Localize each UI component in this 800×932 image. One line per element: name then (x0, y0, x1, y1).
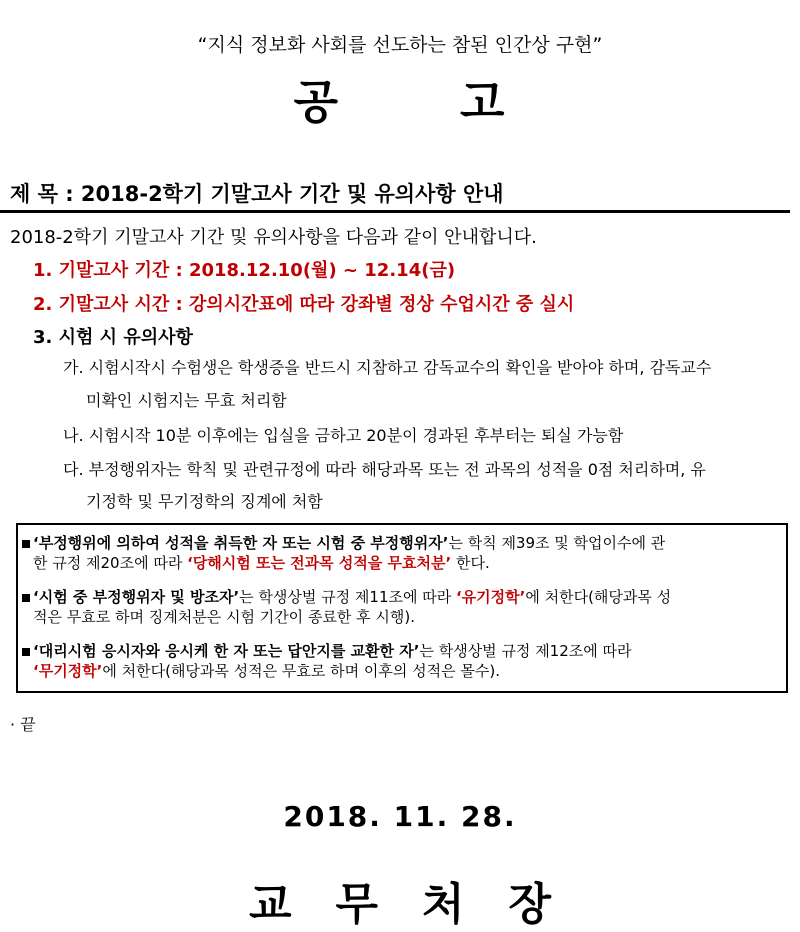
subitem-da-line1: 다. 부정행위자는 학칙 및 관련규정에 따라 해당과목 또는 전 과목의 성적을 0점 처리하며, 유 (63, 460, 706, 479)
office-char: 무 (335, 879, 378, 930)
subitem-ga-line2: 미확인 시험지는 무효 처리함 (86, 391, 287, 410)
heading-char-1: 공 (293, 75, 340, 129)
office-char: 처 (422, 879, 465, 930)
warning-box (16, 523, 788, 693)
heading-char-2: 고 (460, 75, 507, 129)
bullet-icon (22, 540, 30, 548)
warning-note-1: ‘부정행위에 의하여 성적을 취득한 자 또는 시험 중 부정행위자’는 학칙 제39조 및 학업이수에 관 한 규정 제20조에 따라 ‘당해시험 또는 전과목 성적을 무효처분’ 한다. (22, 533, 665, 573)
bullet-icon (22, 648, 30, 656)
subitem-ga-line1: 가. 시험시작시 수험생은 학생증을 반드시 지참하고 감독교수의 확인을 받아야 하며, 감독교수 (63, 358, 712, 377)
subject-underline (0, 210, 790, 213)
issue-date: 2018. 11. 28. (283, 800, 517, 833)
subitem-da-line2: 기정학 및 무기정학의 징계에 처함 (86, 492, 323, 511)
item-exam-time: 2. 기말고사 시간 : 강의시간표에 따라 강좌별 정상 수업시간 중 실시 (33, 294, 575, 315)
warning-note-3: ‘대리시험 응시자와 응시케 한 자 또는 답안지를 교환한 자’는 학생상벌 규정 제12조에 따라 ‘무기정학’에 처한다(해당과목 성적은 무효로 하며 이후의 성적은 몰수). (22, 641, 632, 681)
intro-text: 2018-2학기 기말고사 기간 및 유의사항을 다음과 같이 안내합니다. (10, 227, 537, 248)
item-precautions: 3. 시험 시 유의사항 (33, 327, 193, 348)
office-char: 교 (248, 879, 292, 930)
slogan: “지식 정보화 사회를 선도하는 참된 인간상 구현” (197, 34, 603, 56)
notice-heading (0, 66, 800, 132)
subject-line: 제 목 : 2018-2학기 기말고사 기간 및 유의사항 안내 (10, 182, 504, 206)
subitem-na: 나. 시험시작 10분 이후에는 입실을 금하고 20분이 경과된 후부터는 퇴실 가능함 (63, 426, 624, 445)
bullet-icon (22, 594, 30, 602)
issuing-office (0, 868, 800, 932)
warning-note-2: ‘시험 중 부정행위자 및 방조자’는 학생상벌 규정 제11조에 따라 ‘유기정학’에 처한다(해당과목 성 적은 무효로 하며 징계처분은 시험 기간이 종료한 후 시행). (22, 587, 671, 627)
item-exam-period: 1. 기말고사 기간 : 2018.12.10(월) ~ 12.14(금) (33, 260, 456, 281)
office-char: 장 (508, 879, 552, 930)
end-mark: · 끝 (10, 715, 36, 734)
